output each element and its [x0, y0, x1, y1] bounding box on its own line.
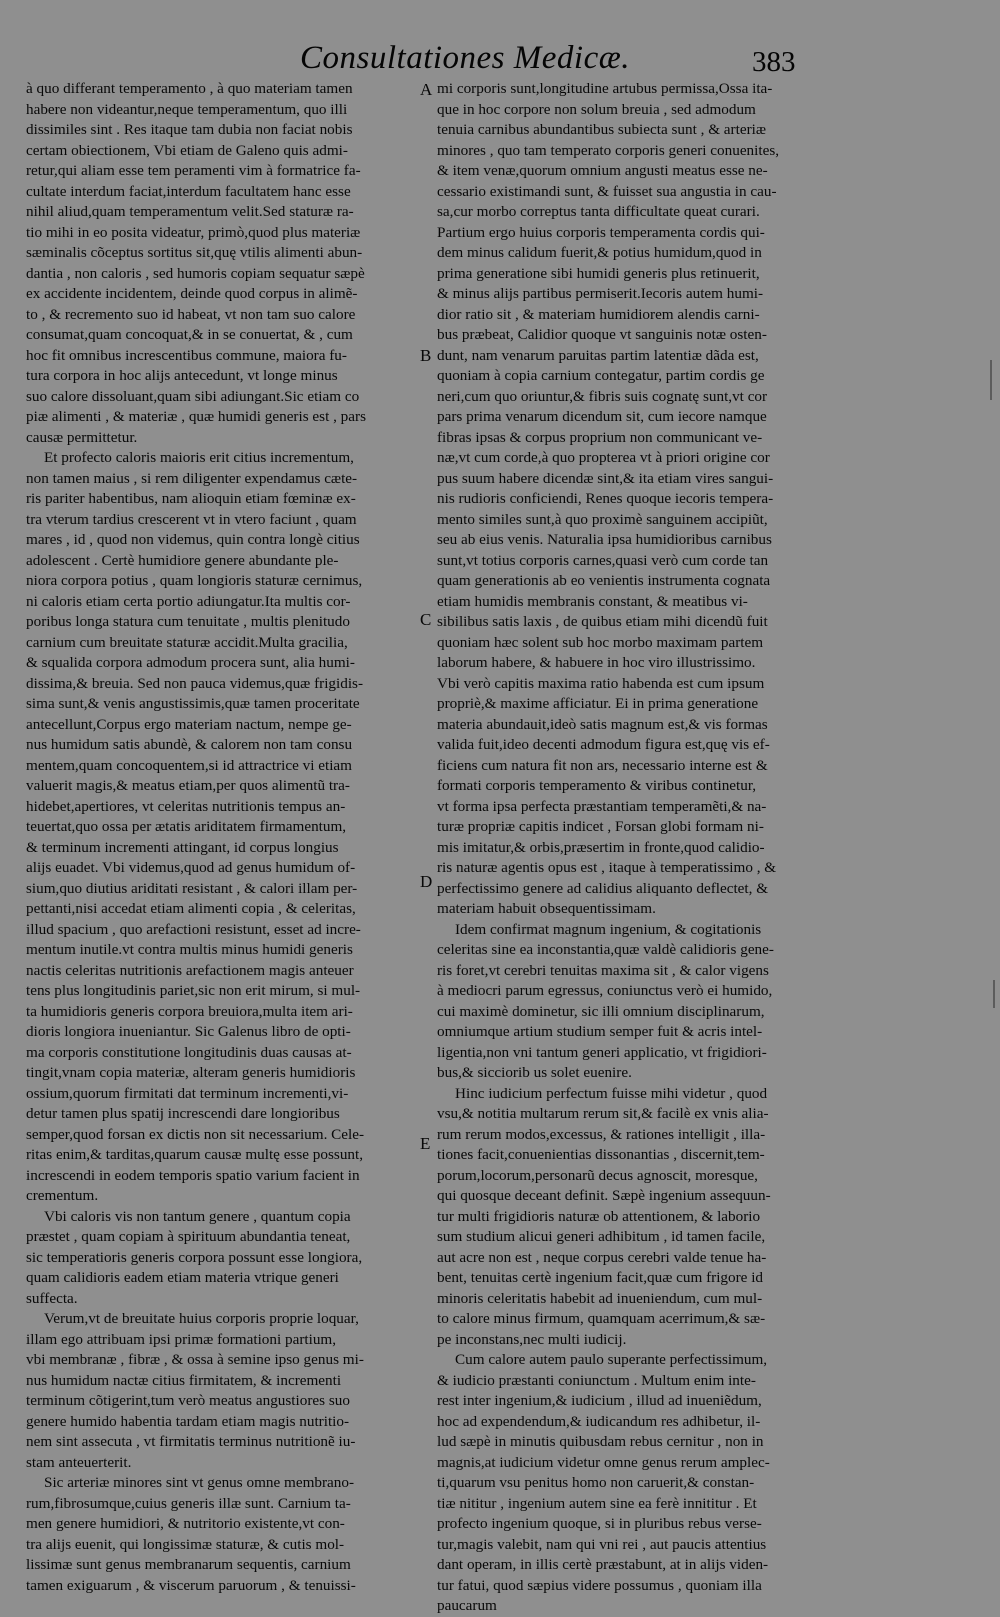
- text-line: poribus longa statura cum tenuitate , multis plenitudo: [26, 613, 350, 630]
- text-line: dioris longiora inueniantur. Sic Galenus libro de opti-: [26, 1023, 351, 1040]
- text-line: ris naturæ agentis opus est , itaque à temperatissimo , &: [437, 859, 777, 876]
- text-line: ma corporis constitutione longitudinis duas causas at-: [26, 1043, 352, 1061]
- text-line: tiones facit,conuenientias dissonantias , discernit,tem-: [437, 1146, 765, 1163]
- text-line: mentem,quam concoquentem,si id attractrice vi etiam: [26, 756, 352, 774]
- text-line: & item venæ,quorum omnium angusti meatus esse ne-: [437, 162, 768, 179]
- text-line: propriè,& maxime afficiatur. Ei in prima generatione: [437, 695, 759, 712]
- text-line: Vbi verò capitis maxima ratio habenda est cum ipsum: [437, 674, 765, 692]
- text-line: materia abundauit,ideò satis magnum est,& vis formas: [437, 715, 768, 733]
- text-line: minoris celeritatis habebit ad inueniendum, cum mul-: [437, 1289, 763, 1307]
- text-line: tur,magis valebit, nam qui vni rei , aut paucis attentius: [437, 1535, 767, 1553]
- text-line: Sic arteriæ minores sint vt genus omne membrano-: [44, 1474, 355, 1491]
- text-line: vsu,& notitia multarum rerum sit,& facilè ex vnis alia-: [437, 1105, 769, 1122]
- text-line: dant operam, in illis certè præstabunt, at in alijs viden-: [437, 1556, 769, 1573]
- text-line: men genere humidiori, & nutritorio existente,vt con-: [26, 1515, 345, 1532]
- text-line: præstet , quam copiam à spirituum abundantia teneat,: [26, 1228, 351, 1245]
- text-line: semper,quod forsan ex dictis non sit necessarium. Cele-: [26, 1125, 365, 1143]
- text-line: hoc ad expendendum,& iudicandum res adhibetur, il-: [437, 1412, 761, 1430]
- text-line: hidebet,apertiores, vt celeritas nutritionis tempus an-: [26, 797, 346, 815]
- text-line: omniumque artium studium semper fuit & acris intel-: [437, 1023, 763, 1040]
- text-line: cultate interdum faciat,interdum facultatem hanc esse: [26, 182, 351, 200]
- text-line: sum studium alicui generi adhibitum , id tamen facile,: [437, 1228, 766, 1245]
- text-line: prima generatione sibi humidi generis plus retinuerit,: [437, 264, 760, 282]
- text-line: ni caloris etiam certa portio adiungatur.Ita multis cor-: [26, 592, 351, 610]
- text-line: pars prima venarum dicendum sit, cum iecore namque: [437, 408, 767, 425]
- text-line: fibras ipsas & corpus proprium non communicant ve-: [437, 428, 763, 446]
- text-line: quam calidioris eadem etiam materia vtrique generi: [26, 1269, 339, 1286]
- text-line: mento similes sunt,à quo proximè sanguinem accipiũt,: [437, 510, 768, 528]
- text-line: stam anteuerterit.: [26, 1453, 132, 1471]
- text-line: ris foret,vt cerebri tenuitas maxima sit , & calor vigens: [437, 961, 769, 979]
- text-line: teuertat,quo ossa per ætatis ariditatem firmamentum,: [26, 818, 347, 835]
- text-line: mi corporis sunt,longitudine artubus permissa,Ossa ita-: [437, 80, 773, 97]
- text-line: adolescent . Certè humidiore genere abundante ple-: [26, 551, 339, 569]
- text-line: carnium cum breuitate staturæ accidit.Multa gracilia,: [26, 633, 348, 651]
- text-line: perfectissimo genere ad calidius aliquanto deflectet, &: [437, 879, 769, 897]
- text-line: etiam humidis membranis constant, & meatibus vi-: [437, 592, 748, 610]
- text-line: bus,& sicciorib us solet euenire.: [437, 1064, 632, 1081]
- text-line: formati corporis temperamento & viribus continetur,: [437, 777, 757, 794]
- text-line: pettanti,nisi accedat etiam alimenti copia , & celeritas,: [26, 900, 356, 917]
- text-line: profecto ingenium quoque, si in pluribus rebus verse-: [437, 1515, 762, 1532]
- text-line: tingit,vnam copia materiæ, alteram generis humidioris: [26, 1064, 356, 1081]
- text-line: dantia , non caloris , sed humoris copiam sequatur sæpè: [26, 264, 365, 282]
- text-line: bent, tenuitas certè ingenium facit,quæ cum frigore id: [437, 1269, 764, 1286]
- text-line: ti,quarum vsu penitus homo non caruerit,& constan-: [437, 1474, 755, 1491]
- text-line: quoniam hæc solent sub hoc morbo maximam partem: [437, 633, 764, 651]
- text-line: minores , quo tam temperato corporis generi conuenites,: [437, 141, 780, 159]
- text-line: & minus alijs partibus permiserit.Iecoris autem humi-: [437, 285, 764, 302]
- text-line: tens plus longitudinis pariet,sic non erit mirum, si mul-: [26, 982, 361, 999]
- text-line: rum rerum modos,excessus, & rationes intelligit , illa-: [437, 1125, 766, 1143]
- page-edge-mark: [993, 980, 995, 1008]
- text-line: tiæ nititur , ingenium autem sine ea ferè innititur . Et: [437, 1494, 757, 1512]
- text-line: suo calore dissoluant,quam sibi adiungant.Sic etiam co: [26, 387, 360, 405]
- text-line: à quo differant temperamento , à quo materiam tamen: [26, 80, 353, 97]
- text-line: Idem confirmat magnum ingenium, & cogitationis: [455, 920, 762, 938]
- text-line: porum,locorum,personarũ decus agnoscit, moresque,: [437, 1166, 758, 1184]
- margin-letter-b: B: [420, 346, 432, 365]
- text-line: terminum cõtigerint,tum verò meatus angustiores suo: [26, 1392, 350, 1409]
- text-line: illud spacium , quo arefactioni resistunt, esset ad incre-: [26, 920, 361, 938]
- text-line: non tamen maius , si rem diligenter expendamus cæte-: [26, 469, 358, 487]
- text-line: mis imitatur,& orbis,præsertim in fronte,quod calidio-: [437, 838, 765, 856]
- text-line: sunt,vt totius corporis carnes,quasi verò cum corde tan: [437, 551, 769, 569]
- text-line: increscendi in eodem temporis spatio varium facient in: [26, 1166, 360, 1184]
- text-line: ligentia,non vni tantum generi applicatio, vt frigidiori-: [437, 1043, 767, 1061]
- text-line: ex accidente incidentem, deinde quod corpus in alimẽ-: [26, 285, 358, 302]
- text-line: magnis,at iudicium videtur omne genus rerum amplec-: [437, 1453, 770, 1471]
- text-line: habere non videantur,neque temperamentum, quo illi: [26, 100, 348, 118]
- text-line: hoc fit omnibus increscentibus commune, maiora fu-: [26, 346, 347, 364]
- text-line: Verum,vt de breuitate huius corporis proprie loquar,: [44, 1310, 359, 1327]
- text-line: sibilibus satis laxis , de quibus etiam mihi dicendũ fuit: [437, 613, 768, 630]
- text-line: illam ego attribuam ipsi primæ formationi partium,: [26, 1330, 337, 1348]
- text-line: materiam habuit obsequentissimam.: [437, 900, 656, 917]
- text-line: ficiens cum natura fit non ars, necessario interne est &: [437, 756, 768, 774]
- text-line: tra vterum tardius crescerent vt in vtero faciunt , quam: [26, 510, 357, 528]
- text-line: nem sint assecuta , vt firmitatis terminus nutritionẽ iu-: [26, 1433, 356, 1450]
- text-line: rest inter ingenium,& iudicium , illud ad inueniẽdum,: [437, 1392, 762, 1409]
- text-line: consumat,quam concoquat,& in se conuertat, & , cum: [26, 326, 353, 343]
- text-line: dior ratio sit , & materiam humidiorem alendis carni-: [437, 305, 760, 323]
- text-line: rum,fibrosumque,cuius generis illæ sunt. Carnium ta-: [26, 1494, 351, 1512]
- text-line: nihil aliud,quam temperamentum velit.Sed staturæ ra-: [26, 203, 354, 220]
- text-line: tamen exiguarum , & viscerum paruorum , & tenuissi-: [26, 1576, 356, 1594]
- text-line: næ,vt cum corde,à quo propterea vt à priori origine cor: [437, 449, 770, 466]
- text-line: causæ permittetur.: [26, 428, 138, 446]
- text-line: quoniam à copia carnium contegatur, partim cordis ge: [437, 367, 765, 384]
- text-line: paucarum: [437, 1597, 497, 1614]
- text-line: & iudicio præstanti coniunctum . Multum enim inte-: [437, 1371, 756, 1389]
- right-text-column: [437, 79, 821, 1617]
- text-line: sium,quo diutius ariditati resistant , & calori illam per-: [26, 879, 358, 897]
- text-line: retur,qui aliam esse tem peramenti vim à formatrice fa-: [26, 162, 361, 179]
- text-line: lud sæpè in minutis quibusdam rebus cernitur , non in: [437, 1433, 764, 1450]
- text-line: Cum calore autem paulo superante perfectissimum,: [455, 1351, 768, 1368]
- left-text-column: [26, 79, 418, 1596]
- text-line: à mediocri parum egressus, coniunctus verò ei humido,: [437, 982, 773, 999]
- text-line: crementum.: [26, 1187, 99, 1204]
- text-line: turæ propriæ capitis indicet , Forsan globi formam ni-: [437, 818, 764, 835]
- text-line: Et profecto caloris maioris erit citius incrementum,: [44, 449, 354, 466]
- text-line: valida fuit,ideo decenti admodum figura est,quę vis ef-: [437, 736, 770, 753]
- text-line: genere humido habentia tardam etiam magis nutritio-: [26, 1412, 350, 1430]
- text-line: pus suum habere dicendæ sint,& ita etiam vires sangui-: [437, 469, 774, 487]
- text-line: tenuia carnibus abundantibus subiecta sunt , & arteriæ: [437, 121, 766, 138]
- text-line: certam obiectionem, Vbi etiam de Galeno quis admi-: [26, 141, 348, 159]
- text-line: vbi membranæ , fibræ , & ossa à semine ipso genus mi-: [26, 1351, 364, 1368]
- text-line: cui maximè dominetur, sic illi omnium disciplinarum,: [437, 1002, 765, 1020]
- text-line: dissima,& breuia. Sed non pauca videmus,quæ frigidis-: [26, 674, 364, 692]
- text-line: seu ab eius venis. Naturalia ipsa humidioribus carnibus: [437, 531, 772, 548]
- running-head-title: Consultationes Medicæ.: [300, 40, 630, 76]
- text-line: nus humidum nactæ citius firmitatem, & incrementi: [26, 1371, 342, 1389]
- text-line: bus præbeat, Calidior quoque vt sanguinis notæ osten-: [437, 326, 767, 343]
- text-line: lissimæ sunt genus membranarum sequentis, carnium: [26, 1556, 351, 1573]
- text-line: & squalida corpora admodum procera sunt, alia humi-: [26, 654, 355, 671]
- text-line: Partium ergo huius corporis temperamenta cordis qui-: [437, 223, 765, 241]
- margin-letter-e: E: [420, 1134, 431, 1153]
- text-line: Vbi caloris vis non tantum genere , quantum copia: [44, 1207, 351, 1225]
- text-line: sic temperatioris generis corpora possunt esse longiora,: [26, 1248, 363, 1266]
- text-line: dem minus calidum fuerit,& potius humidum,quod in: [437, 244, 762, 261]
- text-line: laborum habere, & habuere in hoc viro illustrissimo.: [437, 654, 756, 671]
- text-line: vt forma ipsa perfecta præstantiam temperamẽti,& na-: [437, 797, 767, 815]
- text-line: alijs euadet. Vbi videmus,quod ad genus humidum of-: [26, 859, 356, 876]
- text-line: celeritas sine ea inconstantia,quæ valdè calidioris gene-: [437, 941, 774, 958]
- text-line: tur fatui, quod sæpius videre possumus , quoniam illa: [437, 1576, 762, 1594]
- text-line: nis rudioris conficiendi, Renes quoque iecoris tempera-: [437, 490, 774, 507]
- text-line: pe inconstans,nec multi iudicij.: [437, 1330, 627, 1348]
- text-line: to , & recremento suo id habeat, vt non tam suo calore: [26, 305, 356, 323]
- text-line: tio mihi in eo posita videatur, primò,quod plus materiæ: [26, 223, 361, 241]
- text-line: cessario existimandi sunt, & fuisset sua angustia in cau-: [437, 182, 777, 200]
- text-line: dunt, nam venarum paruitas partim latentiæ dãda est,: [437, 346, 759, 364]
- text-line: tura corpora in hoc alijs antecedunt, vt longe minus: [26, 367, 338, 384]
- text-line: Hinc iudicium perfectum fuisse mihi videtur , quod: [455, 1084, 768, 1102]
- text-line: quam generationis ab eo venientis instrumenta cognata: [437, 572, 771, 589]
- text-line: tur multi frigidioris naturæ ob attentionem, & laborio: [437, 1207, 761, 1225]
- text-line: ris pariter habentibus, nam alioquin etiam fœminæ ex-: [26, 490, 356, 507]
- text-line: nus humidum satis abundè, & calorem non tam consu: [26, 736, 353, 753]
- text-line: ossium,quorum firmitati dat terminum incrementi,vi-: [26, 1084, 349, 1102]
- text-line: detur tamen plus spatij increscendi dare longioribus: [26, 1105, 340, 1122]
- page-number: 383: [752, 46, 796, 78]
- text-line: tra alijs euenit, qui longissimæ staturæ, & cutis mol-: [26, 1535, 345, 1553]
- text-line: ritas enim,& tarditas,quarum causæ multę esse possunt,: [26, 1146, 364, 1163]
- text-line: dissimiles sint . Res itaque tam dubia non faciat nobis: [26, 121, 353, 138]
- margin-letter-a: A: [420, 80, 433, 99]
- text-line: que in hoc corpore non solum breuia , sed admodum: [437, 100, 756, 118]
- text-line: mentum inutile.vt contra multis minus humidi generis: [26, 941, 353, 958]
- text-line: mares , id , quod non videmus, quin contra longè citius: [26, 531, 360, 548]
- text-line: suffecta.: [26, 1289, 78, 1307]
- text-line: nactis celeritas nutritionis arefactionem magis anteuer: [26, 961, 354, 979]
- text-line: sæminalis cõceptus sortitus sit,quę vtilis alimenti abun-: [26, 244, 363, 261]
- text-line: qui quosque deceant definit. Sæpè ingenium assequun-: [437, 1187, 771, 1204]
- text-line: antecellunt,Corpus ergo materiam nactum, nempe ge-: [26, 715, 352, 733]
- text-line: sima sunt,& venis angustissimis,quæ tamen proceritate: [26, 695, 360, 712]
- text-line: niora corpora potius , quam longioris staturæ cernimus,: [26, 572, 363, 589]
- margin-letter-c: C: [420, 610, 432, 629]
- text-line: & terminum incrementi attingant, id corpus longius: [26, 838, 339, 856]
- margin-letter-d: D: [420, 872, 433, 891]
- text-line: to calore minus firmum, quamquam acerrimum,& sæ-: [437, 1310, 766, 1327]
- text-line: piæ alimenti , & materiæ , quæ humidi generis est , pars: [26, 408, 366, 425]
- text-line: neri,cum quo oriuntur,& fibris suis cognatę sunt,vt cor: [437, 387, 768, 405]
- text-line: sa,cur morbo correptus tanta difficultate queat curari.: [437, 203, 760, 220]
- text-line: aut acre non est , neque corpus cerebri valde tenue ha-: [437, 1248, 767, 1266]
- text-line: ta humidioris generis corpora breuiora,multa item ari-: [26, 1002, 353, 1020]
- page-edge-mark: [990, 360, 992, 400]
- text-line: valuerit magis,& meatus etiam,per quos alimentũ tra-: [26, 777, 350, 794]
